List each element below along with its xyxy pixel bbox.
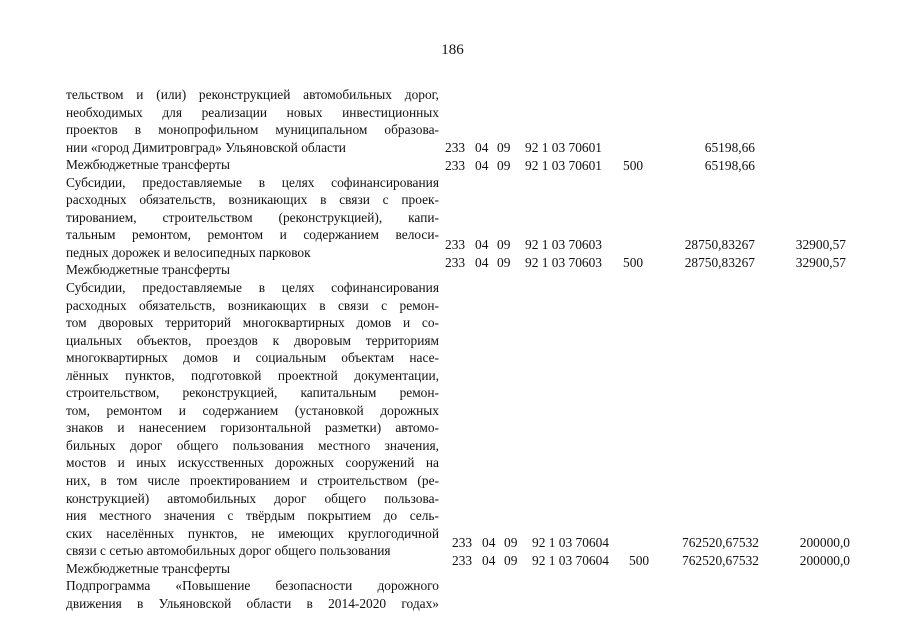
csr-code: 92 1 03 70604 [532, 535, 609, 550]
rz-code: 04 [475, 157, 489, 173]
rz-code: 04 [482, 552, 496, 568]
sum-second: 200000,0 [799, 552, 850, 568]
gr-code: 233 [445, 254, 466, 270]
pr-code: 09 [504, 552, 518, 568]
desc-line: проектов в монопрофильном муниципальном образова- [66, 122, 439, 138]
sum-first: 28750,83267 [684, 237, 755, 252]
table-row [0, 236, 905, 254]
desc-line: необходимых для реализации новых инвестиционных [66, 104, 439, 120]
desc-line: знаков и нанесением горизонтальной разметки) автомо- [66, 420, 439, 436]
desc-line: Субсидии, предоставляемые в целях софинансирования [66, 174, 439, 190]
desc-line: тированием, строительством (реконструкцией), капи- [66, 209, 439, 225]
desc-line: расходных обязательств, возникающих в связи с проек- [66, 192, 439, 208]
code-group [0, 534, 905, 569]
sum-first: 65198,66 [704, 157, 755, 173]
desc-line: лённых пунктов, подготовкой проектной документации, [66, 367, 439, 383]
desc-line: том дворовых территорий многоквартирных домов и со- [66, 315, 439, 331]
csr-code: 92 1 03 70604 [532, 552, 609, 568]
sum-second: 200000,0 [799, 535, 850, 550]
vr-code: 500 [623, 157, 644, 173]
desc-line: Межбюджетные трансферты [66, 262, 230, 278]
table-row [0, 139, 905, 157]
sum-second: 32900,57 [795, 237, 846, 252]
table-row [0, 552, 905, 570]
sum-first: 762520,67532 [682, 535, 759, 550]
pr-code: 09 [497, 157, 511, 173]
desc-line: ния местного значения с твёрдым покрытием до сель- [66, 508, 439, 524]
desc-line: строительством, реконструкцией, капитальным ремон- [66, 385, 439, 401]
desc-line: ских населённых пунктов, не имеющих круглогодичной [66, 525, 439, 541]
gr-code: 233 [445, 140, 466, 155]
sum-second: 32900,57 [795, 254, 846, 270]
desc-line: Подпрограмма «Повышение безопасности дорожного [66, 578, 439, 594]
vr-code: 500 [629, 552, 650, 568]
desc-line: бильных дорог общего пользования местного значения, [66, 437, 439, 453]
desc-line: тальным ремонтом, ремонтом и содержанием велоси- [66, 227, 439, 243]
desc-line: нии «город Димитровград» Ульяновской области [66, 139, 346, 155]
rz-code: 04 [475, 237, 489, 252]
desc-line: движения в Ульяновской области в 2014-2020 годах» [66, 595, 439, 611]
desc-line: них, в том числе проектированием и строительством (ре- [66, 473, 439, 489]
code-group [0, 139, 905, 174]
pr-code: 09 [504, 535, 518, 550]
table-row [0, 254, 905, 272]
rz-code: 04 [475, 254, 489, 270]
rz-code: 04 [482, 535, 496, 550]
desc-line: Субсидии, предоставляемые в целях софинансирования [66, 280, 439, 296]
desc-line: циальных объектов, проездов к дворовым территориям [66, 332, 439, 348]
desc-line: многоквартирных домов и социальным объектам насе- [66, 350, 439, 366]
csr-code: 92 1 03 70601 [525, 140, 602, 155]
csr-code: 92 1 03 70603 [525, 237, 602, 252]
gr-code: 233 [452, 535, 473, 550]
gr-code: 233 [452, 552, 473, 568]
desc-line: конструкцией) автомобильных дорог общего пользова- [66, 490, 439, 506]
desc-line: связи с сетью автомобильных дорог общего пользования [66, 543, 391, 559]
csr-code: 92 1 03 70601 [525, 157, 602, 173]
page-number: 186 [441, 42, 464, 58]
desc-line: расходных обязательств, возникающих в связи с ремон- [66, 297, 439, 313]
pr-code: 09 [497, 140, 511, 155]
desc-line: Межбюджетные трансферты [66, 157, 230, 173]
gr-code: 233 [445, 237, 466, 252]
pr-code: 09 [497, 254, 511, 270]
desc-line: тельством и (или) реконструкцией автомобильных дорог, [66, 87, 439, 102]
desc-line: педных дорожек и велосипедных парковок [66, 244, 311, 260]
sum-first: 28750,83267 [684, 254, 755, 270]
gr-code: 233 [445, 157, 466, 173]
table-row [0, 534, 905, 552]
desc-line: том, ремонтом и содержанием (установкой дорожных [66, 402, 439, 418]
vr-code: 500 [623, 254, 644, 270]
sum-first: 65198,66 [704, 140, 755, 155]
sum-first: 762520,67532 [682, 552, 759, 568]
csr-code: 92 1 03 70603 [525, 254, 602, 270]
table-row [0, 157, 905, 175]
desc-line: Межбюджетные трансферты [66, 560, 230, 576]
desc-line: мостов и иных искусственных дорожных сооружений на [66, 455, 439, 471]
rz-code: 04 [475, 140, 489, 155]
code-group [0, 236, 905, 271]
pr-code: 09 [497, 237, 511, 252]
